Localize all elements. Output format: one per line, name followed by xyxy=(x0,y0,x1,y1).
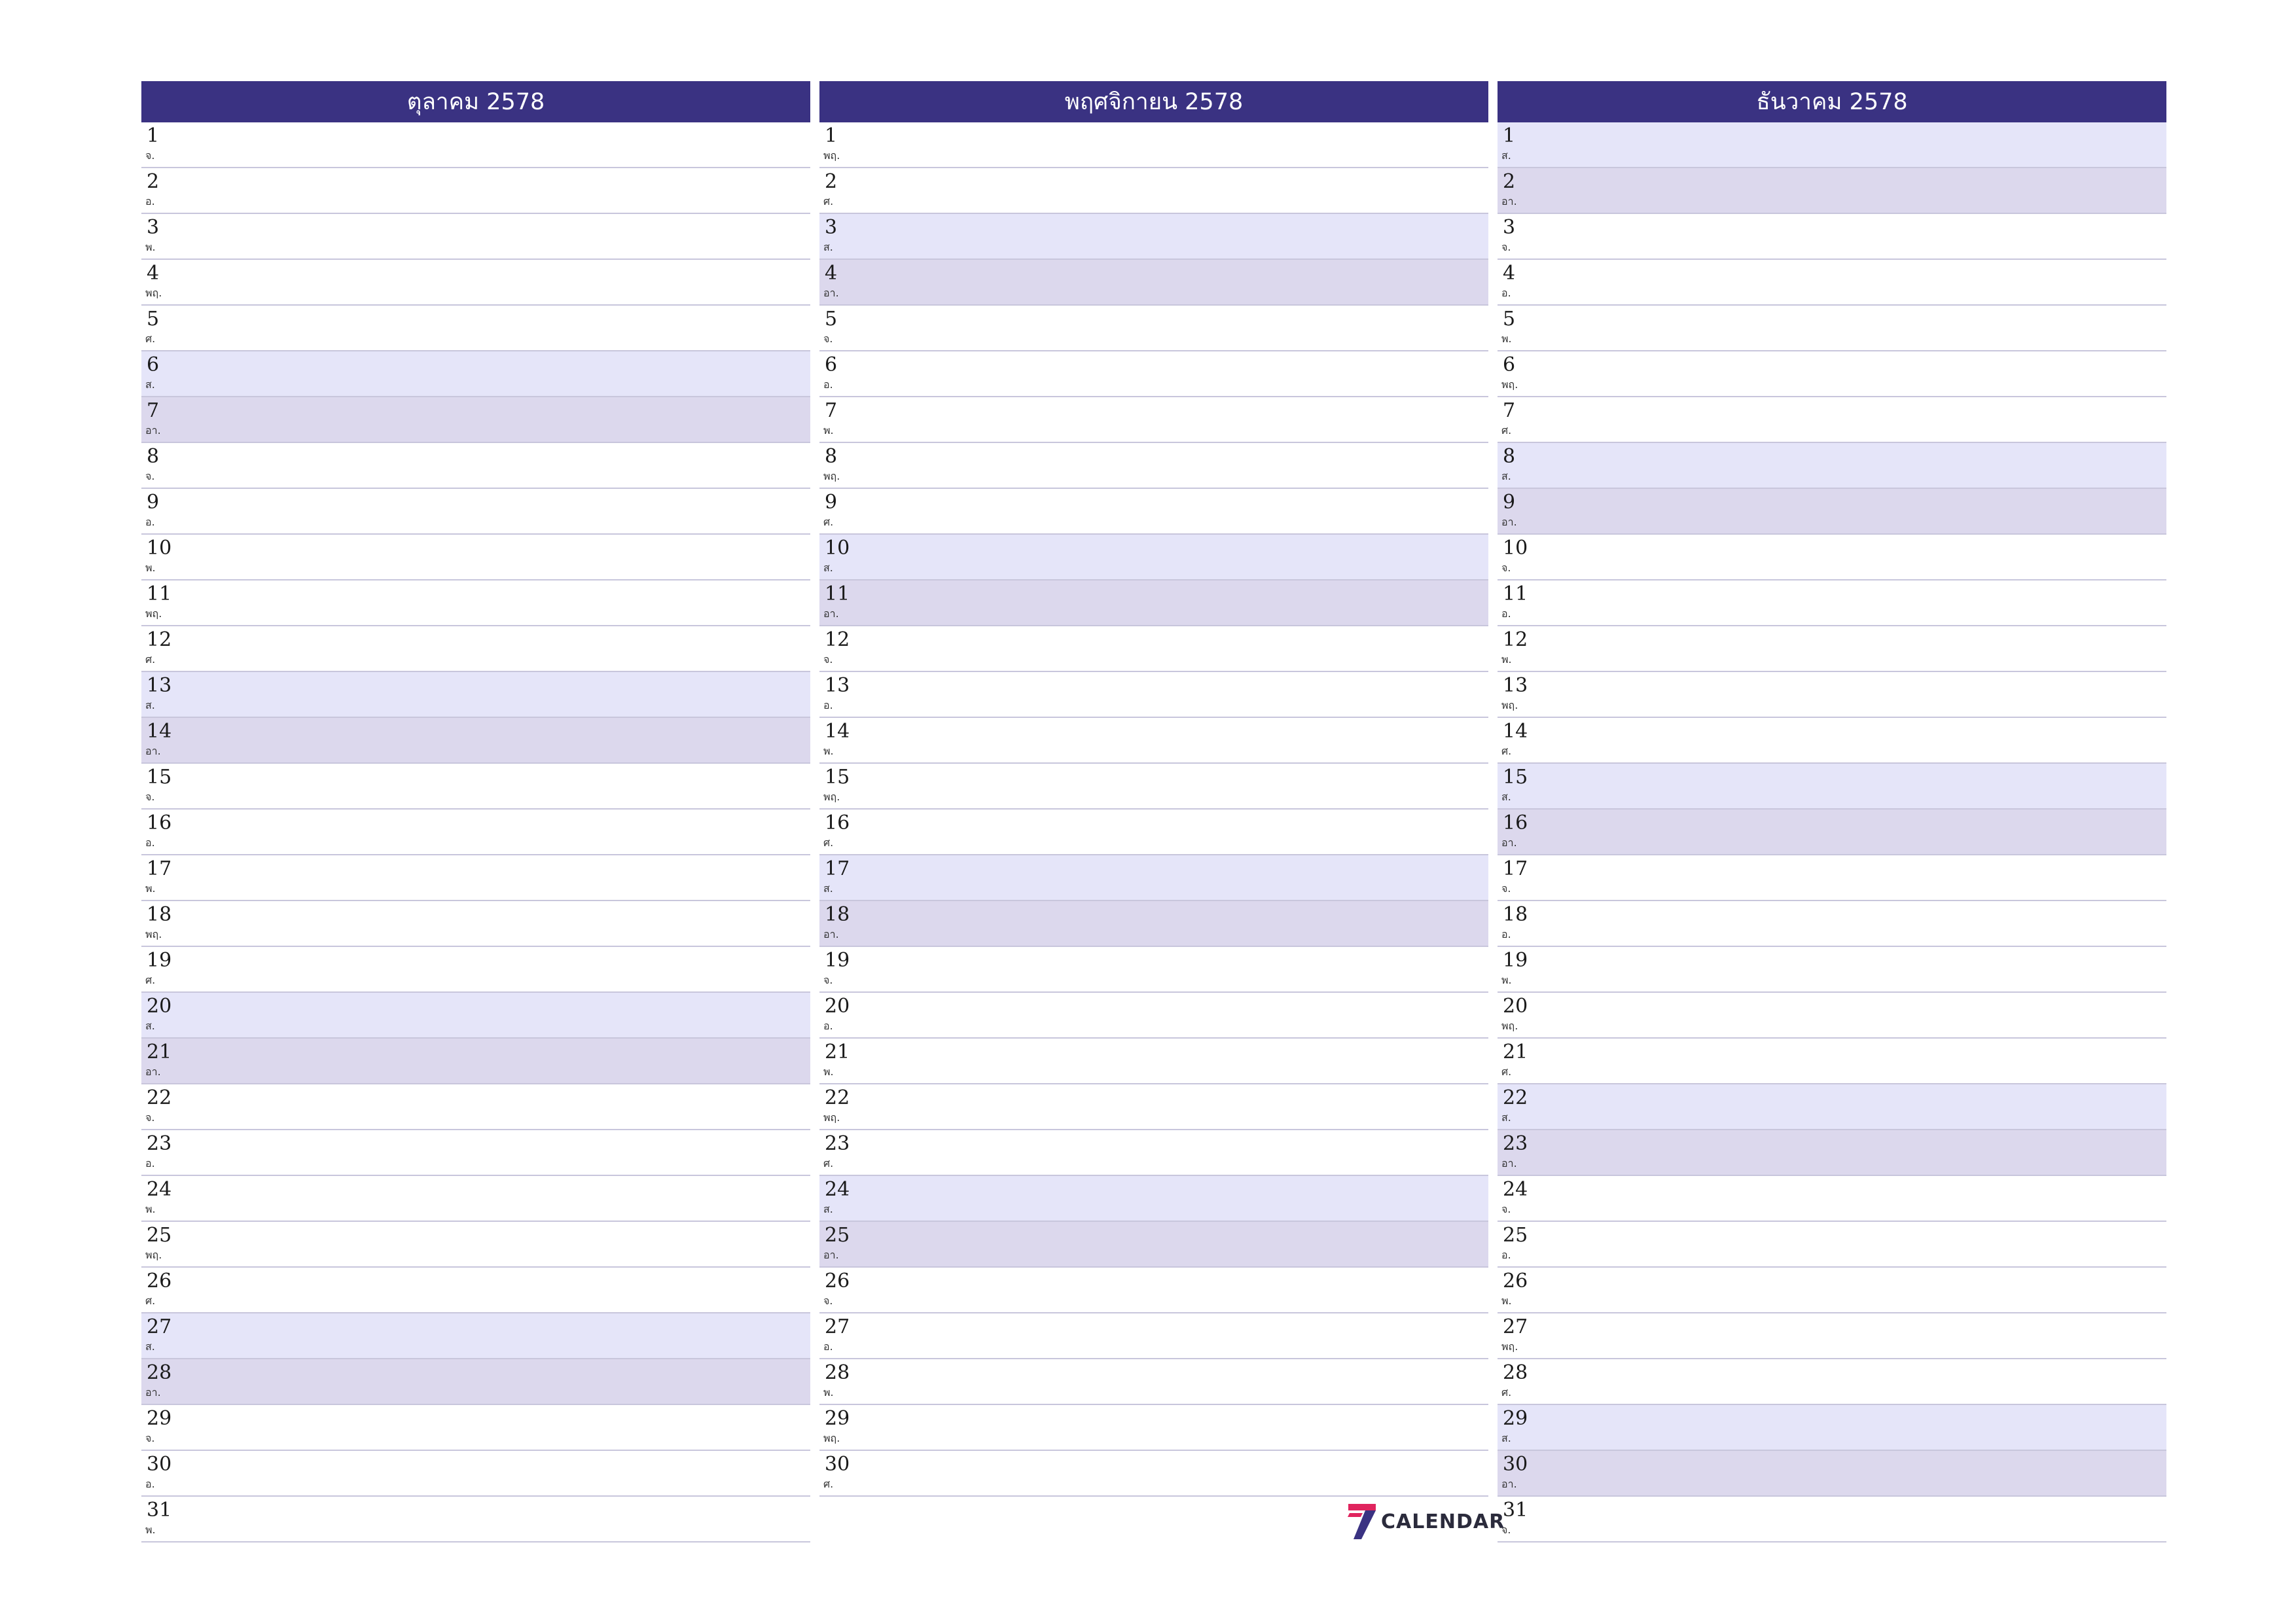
day-row xyxy=(141,718,810,764)
day-number: 5 xyxy=(825,308,838,330)
day-row xyxy=(141,672,810,718)
weekday-abbrev: พฤ. xyxy=(823,149,840,162)
weekday-abbrev: จ. xyxy=(1501,241,1511,253)
weekday-abbrev: พ. xyxy=(1501,1294,1512,1307)
weekday-abbrev: จ. xyxy=(1501,1524,1511,1536)
day-number: 13 xyxy=(1503,674,1528,697)
day-number: 12 xyxy=(825,628,850,651)
day-row xyxy=(141,810,810,855)
weekday-abbrev: อา. xyxy=(1501,1157,1517,1169)
day-row xyxy=(1498,855,2166,901)
month-column-december xyxy=(1498,81,2166,1543)
day-number: 1 xyxy=(825,124,838,147)
weekday-abbrev: อ. xyxy=(823,378,833,391)
day-row xyxy=(819,1359,1488,1405)
weekday-abbrev: พ. xyxy=(145,1524,156,1536)
day-row xyxy=(1498,1359,2166,1405)
day-number: 31 xyxy=(147,1499,172,1522)
weekday-abbrev: อา. xyxy=(823,928,839,940)
month-title: ธันวาคม 2578 xyxy=(1498,81,2166,122)
day-row xyxy=(819,489,1488,535)
day-row xyxy=(141,1039,810,1084)
day-number: 8 xyxy=(147,445,160,468)
day-row xyxy=(1498,1497,2166,1543)
weekday-abbrev: ศ. xyxy=(145,1294,156,1307)
weekday-abbrev: พ. xyxy=(145,562,156,574)
day-row xyxy=(141,260,810,306)
weekday-abbrev: ศ. xyxy=(145,653,156,666)
day-number: 17 xyxy=(1503,857,1528,880)
weekday-abbrev: อ. xyxy=(1501,1249,1511,1261)
day-number: 6 xyxy=(1503,353,1516,376)
weekday-abbrev: อ. xyxy=(823,1020,833,1032)
weekday-abbrev: พฤ. xyxy=(145,1249,162,1261)
day-row xyxy=(141,580,810,626)
day-number: 19 xyxy=(1503,949,1528,972)
weekday-abbrev: จ. xyxy=(823,974,833,986)
weekday-abbrev: พฤ. xyxy=(1501,699,1518,711)
day-row xyxy=(141,1176,810,1222)
day-number: 14 xyxy=(825,720,850,743)
day-number: 11 xyxy=(825,582,850,605)
day-row xyxy=(141,397,810,443)
day-row xyxy=(819,1268,1488,1313)
day-number: 15 xyxy=(1503,766,1528,789)
day-row xyxy=(1498,1313,2166,1359)
day-row xyxy=(819,810,1488,855)
day-row xyxy=(819,1222,1488,1268)
weekday-abbrev: ส. xyxy=(145,699,155,711)
day-row xyxy=(819,1084,1488,1130)
weekday-abbrev: ส. xyxy=(823,241,833,253)
day-row xyxy=(141,214,810,260)
weekday-abbrev: ส. xyxy=(1501,470,1511,482)
day-row xyxy=(141,1130,810,1176)
day-row xyxy=(819,1130,1488,1176)
day-row xyxy=(819,718,1488,764)
day-row xyxy=(141,1313,810,1359)
day-row xyxy=(1498,718,2166,764)
day-row xyxy=(141,901,810,947)
day-number: 29 xyxy=(147,1407,172,1430)
day-row xyxy=(1498,351,2166,397)
day-row xyxy=(819,1405,1488,1451)
day-row xyxy=(1498,214,2166,260)
day-row xyxy=(819,1039,1488,1084)
day-number: 25 xyxy=(147,1224,172,1247)
weekday-abbrev: อ. xyxy=(145,1478,155,1490)
weekday-abbrev: ศ. xyxy=(823,195,834,207)
weekday-abbrev: จ. xyxy=(145,1111,155,1124)
day-number: 3 xyxy=(825,216,838,239)
day-row xyxy=(1498,1084,2166,1130)
day-row xyxy=(1498,1405,2166,1451)
day-number: 22 xyxy=(825,1086,850,1109)
weekday-abbrev: จ. xyxy=(145,791,155,803)
day-number: 18 xyxy=(825,903,850,926)
weekday-abbrev: ศ. xyxy=(823,1478,834,1490)
day-row xyxy=(1498,580,2166,626)
day-number: 25 xyxy=(825,1224,850,1247)
weekday-abbrev: อา. xyxy=(823,1249,839,1261)
day-number: 26 xyxy=(1503,1270,1528,1293)
day-row xyxy=(141,1451,810,1497)
day-row xyxy=(819,306,1488,351)
weekday-abbrev: ศ. xyxy=(823,836,834,849)
day-number: 27 xyxy=(825,1315,850,1338)
day-number: 1 xyxy=(147,124,160,147)
day-row xyxy=(819,260,1488,306)
weekday-abbrev: ศ. xyxy=(823,516,834,528)
day-row xyxy=(1498,1222,2166,1268)
day-number: 2 xyxy=(147,170,160,193)
day-row xyxy=(819,122,1488,168)
day-row xyxy=(819,443,1488,489)
weekday-abbrev: ศ. xyxy=(145,974,156,986)
day-row xyxy=(819,1176,1488,1222)
weekday-abbrev: อ. xyxy=(823,699,833,711)
weekday-abbrev: ส. xyxy=(1501,149,1511,162)
day-number: 23 xyxy=(825,1132,850,1155)
day-row xyxy=(819,535,1488,580)
weekday-abbrev: ส. xyxy=(145,378,155,391)
weekday-abbrev: อา. xyxy=(1501,836,1517,849)
day-number: 18 xyxy=(147,903,172,926)
day-number: 7 xyxy=(147,399,160,422)
day-number: 10 xyxy=(825,537,850,560)
day-row xyxy=(819,351,1488,397)
day-row xyxy=(1498,901,2166,947)
day-row xyxy=(819,1451,1488,1497)
day-row xyxy=(1498,1039,2166,1084)
weekday-abbrev: อ. xyxy=(823,1340,833,1353)
day-number: 15 xyxy=(825,766,850,789)
weekday-abbrev: จ. xyxy=(145,470,155,482)
day-row xyxy=(819,397,1488,443)
brand-logo-text: CALENDAR xyxy=(1381,1510,1505,1533)
weekday-abbrev: พฤ. xyxy=(1501,378,1518,391)
weekday-abbrev: อา. xyxy=(1501,1478,1517,1490)
weekday-abbrev: อา. xyxy=(145,1386,161,1399)
day-number: 28 xyxy=(147,1361,172,1384)
weekday-abbrev: พฤ. xyxy=(145,607,162,620)
weekday-abbrev: พ. xyxy=(145,241,156,253)
day-number: 16 xyxy=(147,812,172,834)
day-number: 16 xyxy=(1503,812,1528,834)
weekday-abbrev: อา. xyxy=(1501,516,1517,528)
day-number: 4 xyxy=(1503,262,1516,285)
day-row xyxy=(141,306,810,351)
day-number: 13 xyxy=(147,674,172,697)
weekday-abbrev: พฤ. xyxy=(1501,1340,1518,1353)
day-row xyxy=(141,535,810,580)
day-row xyxy=(1498,122,2166,168)
day-number: 19 xyxy=(147,949,172,972)
day-row xyxy=(1498,306,2166,351)
weekday-abbrev: อ. xyxy=(145,1157,155,1169)
day-number: 31 xyxy=(1503,1499,1528,1522)
day-number: 7 xyxy=(1503,399,1516,422)
day-row xyxy=(819,580,1488,626)
day-number: 5 xyxy=(147,308,160,330)
day-number: 22 xyxy=(1503,1086,1528,1109)
day-number: 9 xyxy=(147,491,160,514)
day-number: 14 xyxy=(147,720,172,743)
weekday-abbrev: อา. xyxy=(145,745,161,757)
day-row xyxy=(1498,489,2166,535)
day-number: 10 xyxy=(1503,537,1528,560)
day-row xyxy=(141,764,810,810)
month-column-november xyxy=(819,81,1488,1497)
day-row xyxy=(819,947,1488,993)
day-number: 24 xyxy=(1503,1178,1528,1201)
month-column-october xyxy=(141,81,810,1543)
weekday-abbrev: พ. xyxy=(1501,974,1512,986)
day-row xyxy=(141,1084,810,1130)
weekday-abbrev: อ. xyxy=(1501,287,1511,299)
weekday-abbrev: ศ. xyxy=(1501,745,1512,757)
day-number: 17 xyxy=(147,857,172,880)
weekday-abbrev: ส. xyxy=(823,882,833,895)
month-title: พฤศจิกายน 2578 xyxy=(819,81,1488,122)
day-row xyxy=(1498,1268,2166,1313)
day-row xyxy=(819,214,1488,260)
day-number: 8 xyxy=(825,445,838,468)
day-number: 29 xyxy=(1503,1407,1528,1430)
day-row xyxy=(1498,397,2166,443)
weekday-abbrev: อ. xyxy=(145,516,155,528)
weekday-abbrev: อ. xyxy=(1501,928,1511,940)
day-number: 2 xyxy=(825,170,838,193)
weekday-abbrev: พ. xyxy=(145,882,156,895)
weekday-abbrev: อา. xyxy=(145,424,161,437)
day-row xyxy=(819,764,1488,810)
day-number: 9 xyxy=(1503,491,1516,514)
day-number: 4 xyxy=(147,262,160,285)
day-number: 20 xyxy=(147,995,172,1018)
weekday-abbrev: พ. xyxy=(823,1065,834,1078)
day-number: 7 xyxy=(825,399,838,422)
weekday-abbrev: อ. xyxy=(145,195,155,207)
day-row xyxy=(1498,947,2166,993)
day-row xyxy=(819,993,1488,1039)
day-row xyxy=(819,1313,1488,1359)
day-row xyxy=(141,1497,810,1543)
day-row xyxy=(1498,764,2166,810)
day-number: 19 xyxy=(825,949,850,972)
weekday-abbrev: พ. xyxy=(1501,332,1512,345)
weekday-abbrev: ศ. xyxy=(1501,1386,1512,1399)
day-number: 29 xyxy=(825,1407,850,1430)
weekday-abbrev: ศ. xyxy=(1501,1065,1512,1078)
day-row xyxy=(141,947,810,993)
day-row xyxy=(1498,260,2166,306)
weekday-abbrev: ส. xyxy=(1501,791,1511,803)
day-number: 28 xyxy=(1503,1361,1528,1384)
day-number: 30 xyxy=(147,1453,172,1476)
day-number: 20 xyxy=(825,995,850,1018)
day-number: 25 xyxy=(1503,1224,1528,1247)
weekday-abbrev: อา. xyxy=(145,1065,161,1078)
weekday-abbrev: พฤ. xyxy=(823,1432,840,1444)
weekday-abbrev: จ. xyxy=(823,1294,833,1307)
weekday-abbrev: ส. xyxy=(1501,1432,1511,1444)
day-row xyxy=(1498,535,2166,580)
weekday-abbrev: จ. xyxy=(1501,562,1511,574)
month-title: ตุลาคม 2578 xyxy=(141,81,810,122)
day-number: 16 xyxy=(825,812,850,834)
day-number: 15 xyxy=(147,766,172,789)
day-list xyxy=(819,122,1488,1497)
day-number: 17 xyxy=(825,857,850,880)
day-number: 8 xyxy=(1503,445,1516,468)
weekday-abbrev: พฤ. xyxy=(145,928,162,940)
weekday-abbrev: อา. xyxy=(823,607,839,620)
weekday-abbrev: อา. xyxy=(1501,195,1517,207)
day-number: 27 xyxy=(147,1315,172,1338)
weekday-abbrev: จ. xyxy=(823,332,833,345)
day-row xyxy=(141,351,810,397)
day-number: 11 xyxy=(147,582,172,605)
weekday-abbrev: พฤ. xyxy=(823,791,840,803)
weekday-abbrev: อ. xyxy=(1501,607,1511,620)
weekday-abbrev: จ. xyxy=(145,149,155,162)
weekday-abbrev: พฤ. xyxy=(823,1111,840,1124)
day-row xyxy=(141,1222,810,1268)
weekday-abbrev: ส. xyxy=(1501,1111,1511,1124)
weekday-abbrev: ส. xyxy=(823,562,833,574)
weekday-abbrev: ศ. xyxy=(145,332,156,345)
weekday-abbrev: ส. xyxy=(823,1203,833,1215)
day-number: 1 xyxy=(1503,124,1516,147)
weekday-abbrev: ส. xyxy=(145,1340,155,1353)
weekday-abbrev: พ. xyxy=(145,1203,156,1215)
day-list xyxy=(1498,122,2166,1543)
day-number: 26 xyxy=(147,1270,172,1293)
day-number: 2 xyxy=(1503,170,1516,193)
weekday-abbrev: จ. xyxy=(1501,1203,1511,1215)
day-row xyxy=(1498,1176,2166,1222)
seven-logo-icon xyxy=(1346,1504,1376,1539)
day-row xyxy=(1498,168,2166,214)
weekday-abbrev: ศ. xyxy=(823,1157,834,1169)
day-number: 21 xyxy=(825,1041,850,1063)
day-row xyxy=(141,1405,810,1451)
day-row xyxy=(819,626,1488,672)
day-number: 22 xyxy=(147,1086,172,1109)
weekday-abbrev: พฤ. xyxy=(1501,1020,1518,1032)
day-number: 23 xyxy=(1503,1132,1528,1155)
day-number: 14 xyxy=(1503,720,1528,743)
day-number: 21 xyxy=(1503,1041,1528,1063)
day-row xyxy=(1498,1451,2166,1497)
weekday-abbrev: จ. xyxy=(1501,882,1511,895)
day-number: 9 xyxy=(825,491,838,514)
day-row xyxy=(819,672,1488,718)
day-row xyxy=(1498,810,2166,855)
day-row xyxy=(819,901,1488,947)
day-row xyxy=(141,443,810,489)
day-row xyxy=(141,626,810,672)
weekday-abbrev: จ. xyxy=(145,1432,155,1444)
day-number: 11 xyxy=(1503,582,1528,605)
day-number: 6 xyxy=(825,353,838,376)
day-number: 6 xyxy=(147,353,160,376)
weekday-abbrev: พฤ. xyxy=(823,470,840,482)
weekday-abbrev: จ. xyxy=(823,653,833,666)
day-number: 3 xyxy=(147,216,160,239)
day-number: 18 xyxy=(1503,903,1528,926)
day-number: 27 xyxy=(1503,1315,1528,1338)
day-row xyxy=(1498,1130,2166,1176)
day-row xyxy=(819,168,1488,214)
day-number: 30 xyxy=(825,1453,850,1476)
day-number: 24 xyxy=(147,1178,172,1201)
day-row xyxy=(1498,626,2166,672)
day-row xyxy=(1498,443,2166,489)
weekday-abbrev: อ. xyxy=(145,836,155,849)
brand-logo xyxy=(1346,1504,1505,1539)
weekday-abbrev: พ. xyxy=(1501,653,1512,666)
day-row xyxy=(141,168,810,214)
day-row xyxy=(141,855,810,901)
day-list xyxy=(141,122,810,1543)
day-number: 20 xyxy=(1503,995,1528,1018)
day-row xyxy=(819,855,1488,901)
weekday-abbrev: พ. xyxy=(823,745,834,757)
day-number: 13 xyxy=(825,674,850,697)
day-number: 12 xyxy=(1503,628,1528,651)
weekday-abbrev: พฤ. xyxy=(145,287,162,299)
day-number: 3 xyxy=(1503,216,1516,239)
day-row xyxy=(141,993,810,1039)
day-number: 23 xyxy=(147,1132,172,1155)
day-number: 30 xyxy=(1503,1453,1528,1476)
weekday-abbrev: อา. xyxy=(823,287,839,299)
day-row xyxy=(1498,672,2166,718)
day-row xyxy=(141,122,810,168)
day-number: 24 xyxy=(825,1178,850,1201)
day-number: 10 xyxy=(147,537,172,560)
day-row xyxy=(141,1268,810,1313)
day-number: 5 xyxy=(1503,308,1516,330)
day-number: 28 xyxy=(825,1361,850,1384)
day-row xyxy=(141,1359,810,1405)
weekday-abbrev: พ. xyxy=(823,424,834,437)
weekday-abbrev: ศ. xyxy=(1501,424,1512,437)
day-number: 26 xyxy=(825,1270,850,1293)
day-row xyxy=(141,489,810,535)
day-number: 12 xyxy=(147,628,172,651)
day-row xyxy=(1498,993,2166,1039)
weekday-abbrev: พ. xyxy=(823,1386,834,1399)
day-number: 21 xyxy=(147,1041,172,1063)
weekday-abbrev: ส. xyxy=(145,1020,155,1032)
day-number: 4 xyxy=(825,262,838,285)
